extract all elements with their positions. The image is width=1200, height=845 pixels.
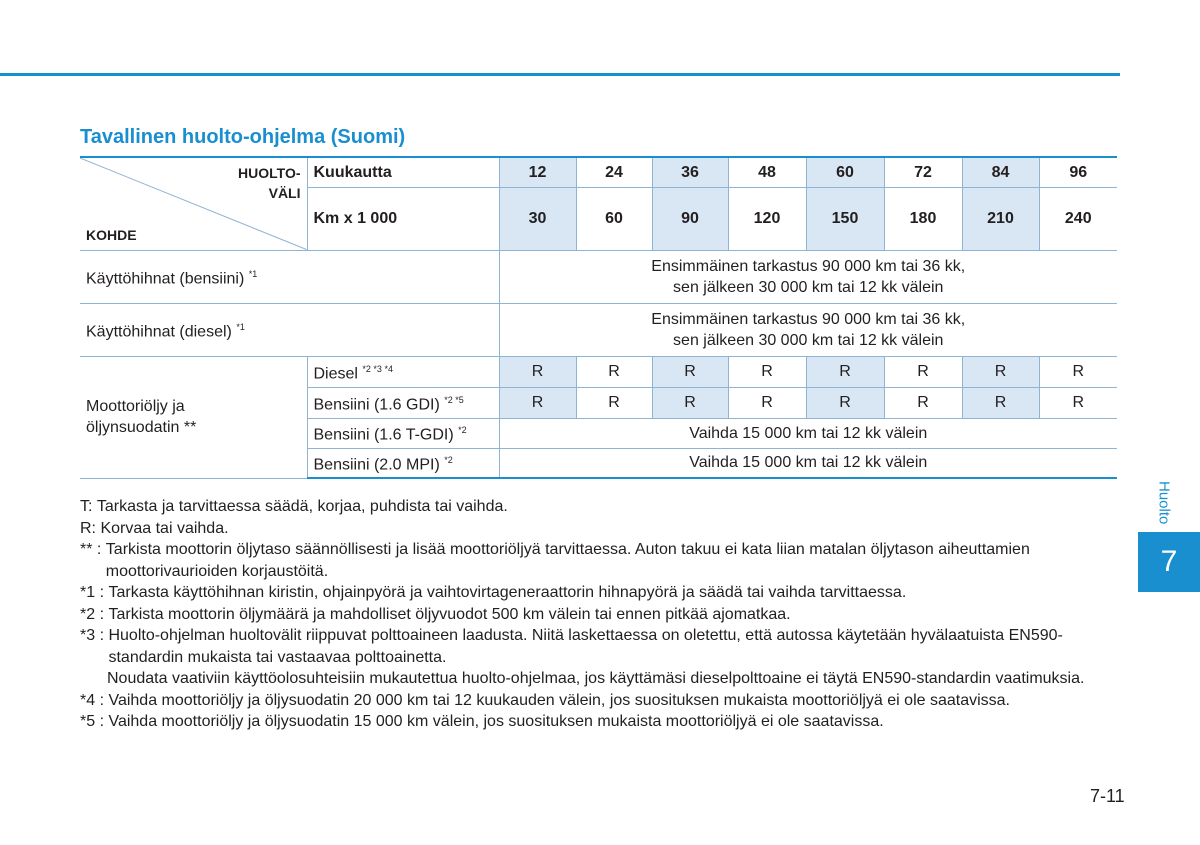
- top-rule: [0, 73, 1120, 76]
- footnote-ref: *1: [236, 321, 245, 332]
- interval-text: Vaihda 15 000 km tai 12 kk välein: [499, 448, 1117, 478]
- belt-petrol-interval: Ensimmäinen tarkastus 90 000 km tai 36 kk, sen jälkeen 30 000 km tai 12 kk välein: [499, 250, 1117, 303]
- sub-row-label: Bensiini (2.0 MPI) $^{*2}$: [307, 448, 499, 478]
- footnote-ref: *2: [458, 425, 467, 436]
- value-cell: R: [576, 356, 652, 387]
- footnote-ref: *2: [444, 455, 453, 466]
- interval-header: HUOLTO- VÄLI: [238, 165, 301, 201]
- footnote-marker: *4 :: [80, 691, 105, 709]
- row-label-belt-petrol: Käyttöhihnat (bensiini) $^{*1}$: [80, 250, 499, 303]
- month-cell: 24: [576, 157, 652, 187]
- footnote: T: Tarkasta ja tarvittaessa säädä, korjaa, puhdista tai vaihda.: [80, 496, 1120, 518]
- footnote: *1 : Tarkasta käyttöhihnan kiristin, ohjainpyörä ja vaihtovirtageneraattorin hihnapyörä ja säädä tai vaihda tarvittaessa.: [80, 582, 1120, 604]
- table-row: [80, 303, 1117, 356]
- value-cell: R: [652, 387, 728, 418]
- footnote-ref: *2 *5: [444, 394, 464, 405]
- km-cell: 210: [962, 187, 1039, 250]
- footnote-marker: *3 :: [80, 627, 105, 644]
- footnote: ** : Tarkista moottorin öljytaso säännöllisesti ja lisää moottoriöljyä tarvittaessa. Auton takuu ei kata liian matalan öljytason aiheuttamien moottorivaurioiden korjaustöitä.: [80, 539, 1120, 582]
- footnote: R: Korvaa tai vaihda.: [80, 518, 1120, 540]
- table-row: [80, 356, 1117, 387]
- value-cell: R: [499, 387, 576, 418]
- sub-row-label: Bensiini (1.6 GDI) $^{*2 *5}$: [307, 387, 499, 418]
- section-side-label: Huolto: [1155, 481, 1173, 525]
- footnote: *4 : Vaihda moottoriöljy ja öljysuodatin 20 000 km tai 12 kuukauden välein, jos suosituksen mukaista moottoriöljyä ei ole saatavissa.: [80, 690, 1120, 712]
- section-title: Tavallinen huolto-ohjelma (Suomi): [80, 126, 406, 148]
- km-cell: 150: [806, 187, 884, 250]
- footnote-marker: *2 :: [80, 605, 105, 623]
- value-cell: R: [806, 387, 884, 418]
- month-cell: 12: [499, 157, 576, 187]
- km-cell: 60: [576, 187, 652, 250]
- value-cell: R: [1039, 387, 1117, 418]
- value-cell: R: [884, 356, 962, 387]
- footnotes: [80, 496, 1120, 733]
- row-label-oil: Moottoriöljy ja öljynsuodatin **: [80, 356, 307, 478]
- corner-header-cell: [80, 157, 307, 250]
- km-cell: 240: [1039, 187, 1117, 250]
- footnote-marker: R:: [80, 519, 96, 537]
- footnote-ref: *2 *3 *4: [362, 363, 393, 374]
- km-cell: 180: [884, 187, 962, 250]
- footnote-marker: ** :: [80, 541, 102, 558]
- belt-diesel-interval: Ensimmäinen tarkastus 90 000 km tai 36 kk, sen jälkeen 30 000 km tai 12 kk välein: [499, 303, 1117, 356]
- value-cell: R: [499, 356, 576, 387]
- month-cell: 60: [806, 157, 884, 187]
- sub-row-label: Bensiini (1.6 T-GDI) $^{*2}$: [307, 418, 499, 448]
- maintenance-schedule-table: [80, 156, 1117, 479]
- footnote-marker: *1 :: [80, 584, 105, 601]
- sub-row-label: Diesel $^{*2 *3 *4}$: [307, 356, 499, 387]
- footnote-marker: *5 :: [80, 713, 105, 730]
- footnote-ref: *1: [248, 268, 258, 279]
- value-cell: R: [576, 387, 652, 418]
- month-cell: 84: [962, 157, 1039, 187]
- km-label: Km x 1 000: [307, 187, 499, 250]
- month-cell: 48: [728, 157, 806, 187]
- footnote: *2 : Tarkista moottorin öljymäärä ja mahdolliset öljyvuodot 500 km välein tai ennen pitkää ajomatkaa.: [80, 604, 1120, 626]
- month-cell: 72: [884, 157, 962, 187]
- month-cell: 36: [652, 157, 728, 187]
- month-cell: 96: [1039, 157, 1117, 187]
- value-cell: R: [728, 387, 806, 418]
- km-cell: 120: [728, 187, 806, 250]
- footnote-marker: T:: [80, 498, 93, 515]
- table-row: [80, 250, 1117, 303]
- footnote: *5 : Vaihda moottoriöljy ja öljysuodatin 15 000 km välein, jos suosituksen mukaista moottoriöljyä ei ole saatavissa.: [80, 711, 1120, 733]
- value-cell: R: [728, 356, 806, 387]
- value-cell: R: [806, 356, 884, 387]
- value-cell: R: [962, 356, 1039, 387]
- item-header: KOHDE: [86, 226, 137, 243]
- months-row: [80, 157, 1117, 187]
- value-cell: R: [652, 356, 728, 387]
- footnote: *3 : Huolto-ohjelman huoltovälit riippuvat polttoaineen laadusta. Niitä laskettaessa on oletettu, että autossa käytetään hyvälaatuista EN590-standardin mukaista tai vastaavaa polttoainetta.: [80, 625, 1120, 668]
- km-cell: 90: [652, 187, 728, 250]
- interval-text: Vaihda 15 000 km tai 12 kk välein: [499, 418, 1117, 448]
- page-number: 7-11: [1090, 786, 1125, 806]
- value-cell: R: [1039, 356, 1117, 387]
- months-label: Kuukautta: [307, 157, 499, 187]
- value-cell: R: [962, 387, 1039, 418]
- row-label-belt-diesel: Käyttöhihnat (diesel) $^{*1}$: [80, 303, 499, 356]
- value-cell: R: [884, 387, 962, 418]
- footnote-continuation: Noudata vaativiin käyttöolosuhteisiin mukautettua huolto-ohjelmaa, jos käyttämäsi dieselpolttoaine ei täytä EN590-standardin vaatimuksia.: [107, 670, 1085, 687]
- chapter-tab: 7: [1138, 532, 1200, 592]
- km-cell: 30: [499, 187, 576, 250]
